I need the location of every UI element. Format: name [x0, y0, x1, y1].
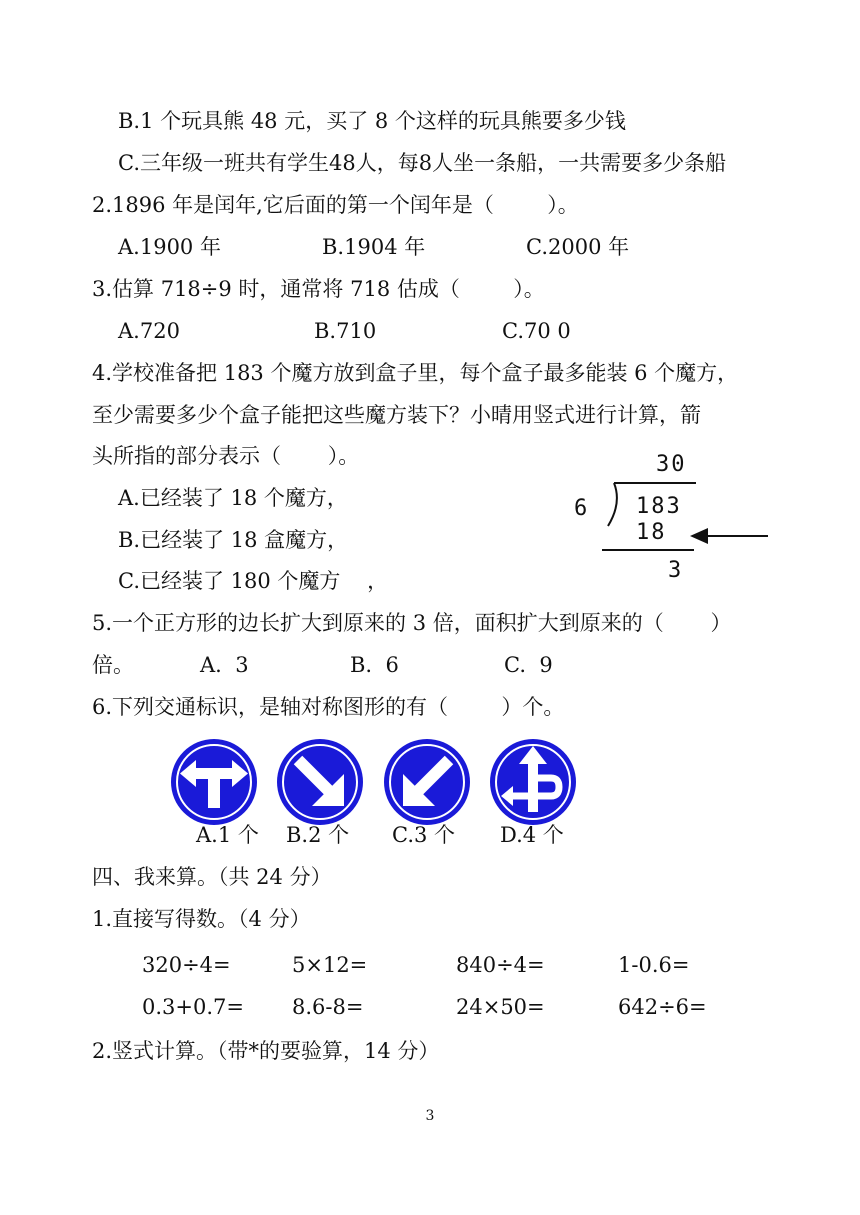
q6-option-a: A.1 个: [196, 823, 259, 847]
down-right-arrow-icon: [276, 738, 364, 826]
question-6-stem: 6.下列交通标识，是轴对称图形的有（ ）个。: [92, 695, 565, 719]
q2-option-a: A.1900 年: [118, 235, 221, 259]
calc-item: 0.3+0.7=: [142, 995, 244, 1019]
q3-option-c: C.70 0: [502, 319, 571, 343]
question-5-stem: 5.一个正方形的边长扩大到原来的 3 倍，面积扩大到原来的（ ）: [92, 611, 732, 635]
part-1-title: 1.直接写得数。（4 分）: [92, 907, 311, 931]
division-quotient: 30: [656, 452, 687, 477]
question-4-stem-line1: 4.学校准备把 183 个魔方放到盒子里，每个盒子最多能装 6 个魔方，: [92, 361, 739, 385]
calc-item: 1-0.6=: [618, 953, 690, 977]
q3-option-b: B.710: [314, 319, 377, 343]
q4-option-b: B.已经装了 18 盒魔方，: [118, 528, 349, 552]
calc-item: 840÷4=: [456, 953, 545, 977]
question-4-stem-line2: 至少需要多少个盒子能把这些魔方装下？小晴用竖式进行计算，箭: [92, 403, 701, 427]
down-left-arrow-icon: [383, 738, 471, 826]
q5-option-c: C. 9: [504, 653, 553, 677]
option-b-line: B.1 个玩具熊 48 元，买了 8 个这样的玩具熊要多少钱: [118, 109, 626, 133]
q3-option-a: A.720: [118, 319, 180, 343]
calc-item: 8.6-8=: [292, 995, 364, 1019]
q4-option-c: C.已经装了 180 个魔方 ，: [118, 569, 389, 593]
question-3-stem: 3.估算 718÷9 时，通常将 718 估成（ ）。: [92, 277, 545, 301]
division-remainder: 3: [668, 558, 682, 583]
page-number: 3: [425, 1108, 435, 1124]
q5-option-b: B. 6: [350, 653, 399, 677]
calc-item: 24×50=: [456, 995, 545, 1019]
question-4-stem-line3: 头所指的部分表示（ ）。: [92, 444, 360, 468]
q2-option-b: B.1904 年: [322, 235, 426, 259]
division-divisor: 6: [574, 496, 588, 521]
q6-option-b: B.2 个: [286, 823, 350, 847]
q5-option-a: A. 3: [200, 653, 249, 677]
q6-option-d: D.4 个: [500, 823, 564, 847]
division-product: 18: [636, 520, 667, 545]
q6-option-c: C.3 个: [392, 823, 456, 847]
part-2-title: 2.竖式计算。（带*的要验算，14 分）: [92, 1039, 440, 1063]
left-right-turn-icon: [170, 738, 258, 826]
section-4-title: 四、我来算。（共 24 分）: [92, 865, 332, 889]
question-2-stem: 2.1896 年是闰年,它后面的第一个闰年是（ ）。: [92, 193, 579, 217]
q4-option-a: A.已经装了 18 个魔方，: [118, 486, 348, 510]
u-turn-straight-icon: [489, 738, 577, 826]
long-division-figure: [560, 448, 780, 593]
calc-item: 320÷4=: [142, 953, 231, 977]
division-dividend: 183: [636, 494, 682, 519]
option-c-line: C.三年级一班共有学生48人，每8人坐一条船，一共需要多少条船: [118, 151, 727, 175]
calc-item: 5×12=: [292, 953, 368, 977]
q2-option-c: C.2000 年: [526, 235, 630, 259]
question-5-line2: 倍。: [92, 653, 134, 677]
calc-item: 642÷6=: [618, 995, 707, 1019]
